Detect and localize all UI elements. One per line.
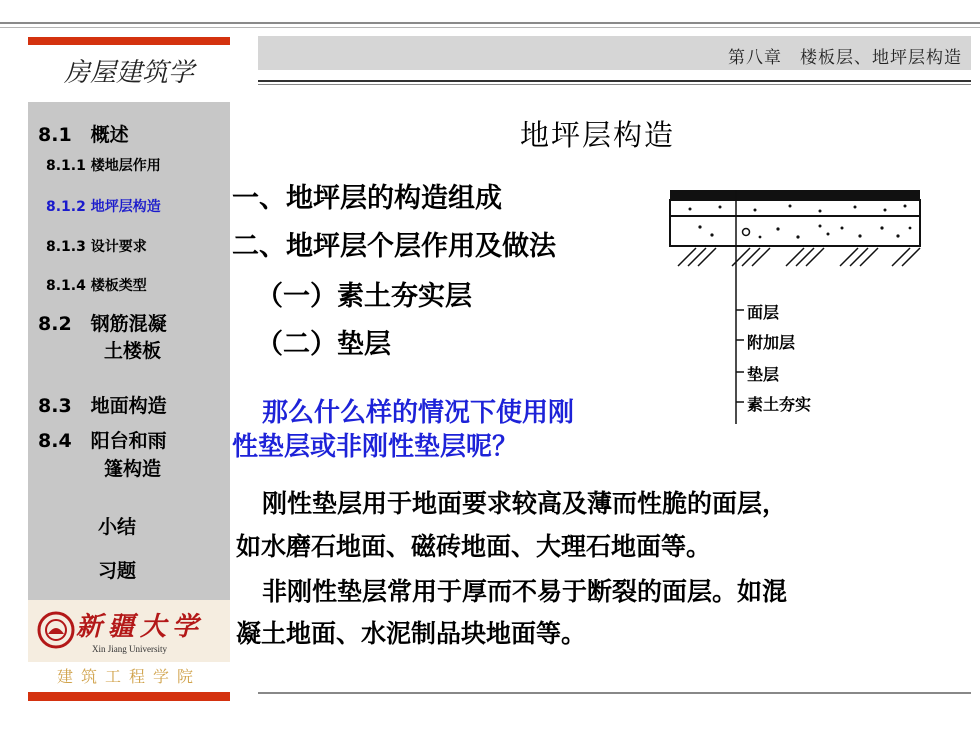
sidebar-item-8-3[interactable]: 8.3 地面构造	[38, 395, 167, 417]
sidebar-item-8-2-cont[interactable]: 土楼板	[104, 340, 162, 362]
sidebar-item-8-1-2[interactable]: 8.1.2 地坪层构造	[46, 199, 161, 215]
label-additional-layer: 附加层	[747, 333, 796, 352]
cushion-layer	[670, 216, 920, 246]
sidebar-item-8-4[interactable]: 8.4 阳台和雨	[38, 430, 167, 452]
point-2: 二、地坪层个层作用及做法	[232, 231, 556, 262]
sidebar-item-exercises[interactable]: 习题	[98, 560, 137, 582]
paragraph-2-line-2: 凝土地面、水泥制品块地面等。	[236, 619, 587, 648]
top-rule	[0, 22, 980, 24]
paragraph-1-line-2: 如水磨石地面、磁砖地面、大理石地面等。	[236, 532, 712, 561]
course-title: 房屋建筑学	[28, 45, 230, 102]
surface-layer	[670, 190, 920, 200]
university-emblem-icon	[36, 610, 76, 650]
sidebar-top-bar	[28, 37, 230, 45]
point-2-2: （二）垫层	[256, 329, 391, 360]
label-compacted-earth: 素土夯实	[747, 395, 812, 414]
slide-title: 地坪层构造	[520, 118, 676, 152]
additional-layer	[670, 200, 920, 216]
sidebar-item-8-1[interactable]: 8.1 概述	[38, 124, 129, 146]
university-name: 新疆大学	[76, 612, 205, 642]
compacted-earth-hatch	[678, 248, 920, 266]
header-divider-thin	[258, 84, 971, 85]
sidebar-item-summary[interactable]: 小结	[98, 516, 137, 538]
question-line-1: 那么什么样的情况下使用刚	[262, 398, 575, 428]
sidebar-item-8-1-4[interactable]: 8.1.4 楼板类型	[46, 278, 147, 294]
point-2-1: （一）素土夯实层	[256, 281, 472, 312]
university-name-en: Xin Jiang University	[92, 644, 167, 654]
sidebar-nav	[28, 102, 230, 600]
university-logo	[28, 600, 230, 662]
paragraph-1-line-1: 刚性垫层用于地面要求较高及薄而性脆的面层，	[262, 489, 788, 518]
point-1: 一、地坪层的构造组成	[232, 183, 502, 214]
sidebar-item-8-4-cont[interactable]: 篷构造	[104, 458, 162, 480]
bottom-rule	[258, 692, 971, 694]
sidebar-item-8-1-1[interactable]: 8.1.1 楼地层作用	[46, 158, 161, 174]
sidebar-item-8-2[interactable]: 8.2 钢筋混凝	[38, 313, 167, 335]
question-line-2: 性垫层或非刚性垫层呢？	[232, 432, 519, 462]
header-divider	[258, 80, 971, 82]
sidebar-bottom-bar	[28, 692, 230, 701]
label-cushion-layer: 垫层	[747, 365, 780, 384]
top-rule-thin	[0, 27, 980, 28]
label-surface-layer: 面层	[747, 303, 780, 322]
paragraph-2-line-1: 非刚性垫层常用于厚而不易于断裂的面层。如混	[262, 577, 788, 606]
sidebar-item-8-1-3[interactable]: 8.1.3 设计要求	[46, 239, 147, 255]
college-name: 建筑工程学院	[28, 662, 230, 692]
chapter-title: 第八章 楼板层、地坪层构造	[728, 48, 962, 68]
